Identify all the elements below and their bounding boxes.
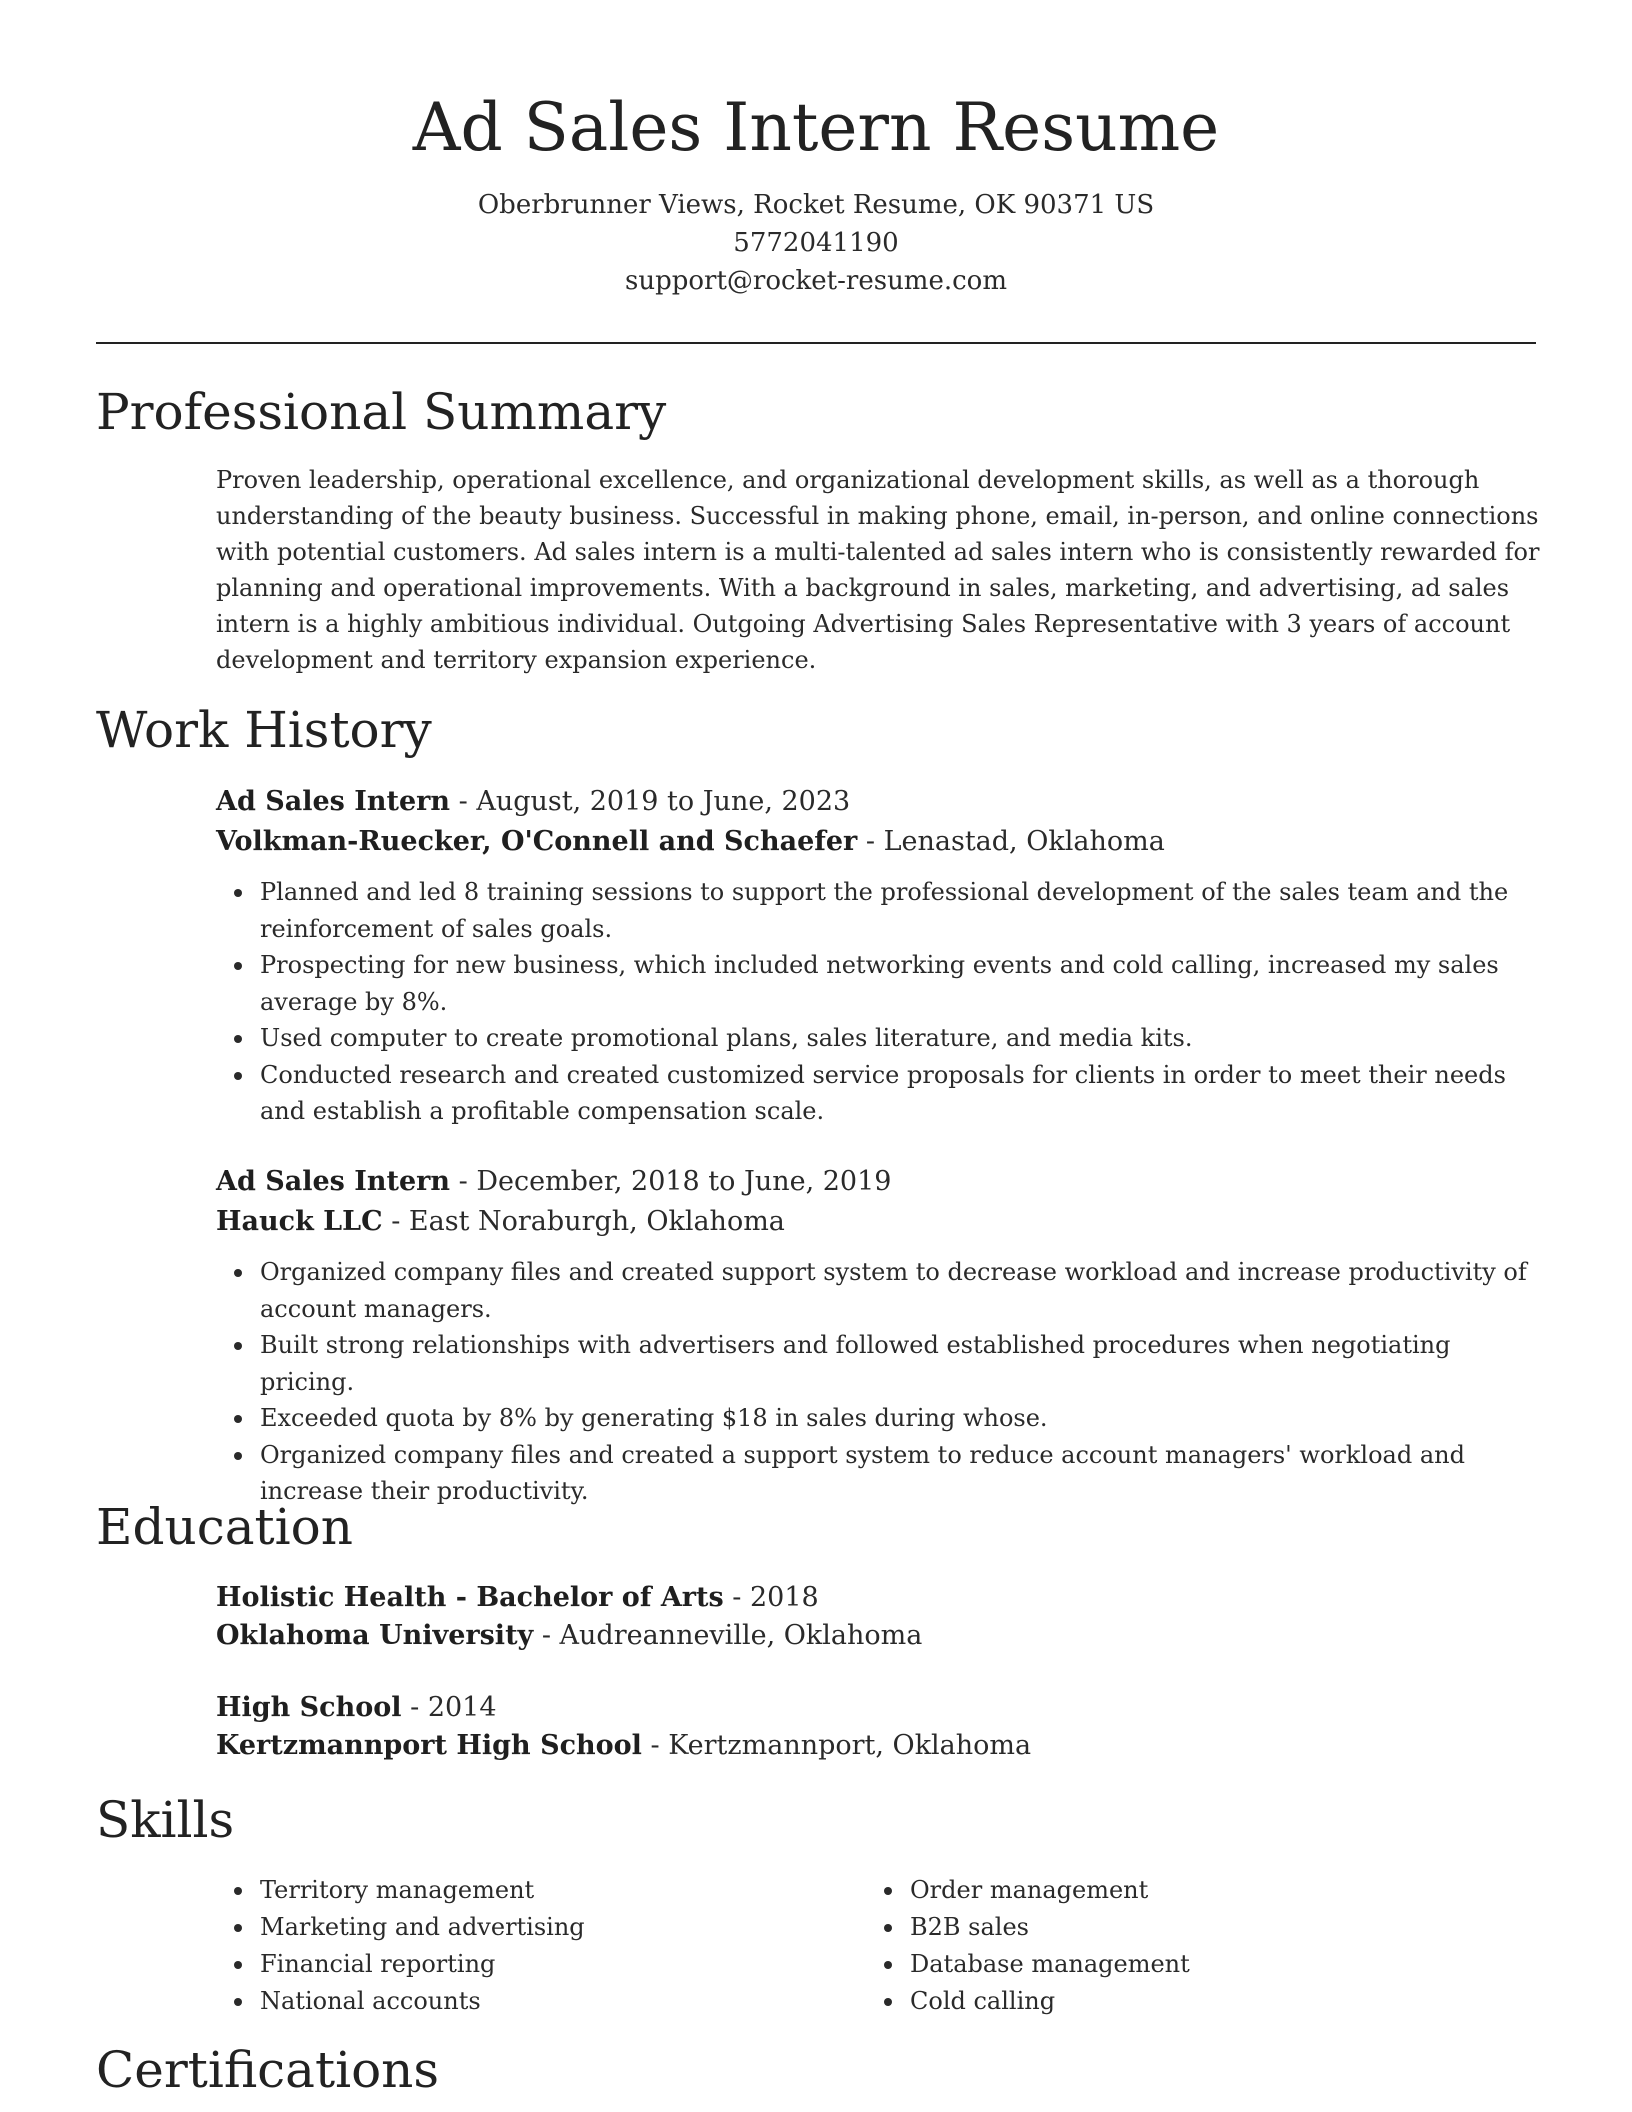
skill-item: Marketing and advertising bbox=[216, 1909, 816, 1946]
education-degree: Holistic Health - Bachelor of Arts bbox=[216, 1582, 724, 1613]
job-location: - Lenastad, Oklahoma bbox=[857, 826, 1165, 857]
education-year: - 2018 bbox=[723, 1582, 819, 1613]
resume-header bbox=[0, 82, 1632, 300]
contact-email: support@rocket-resume.com bbox=[624, 266, 1007, 296]
list-item: Used computer to create promotional plans, sales literature, and media kits. bbox=[260, 1020, 1546, 1057]
list-item: Planned and led 8 training sessions to support the professional development of the sales team and the reinforcement of sales goals. bbox=[260, 874, 1546, 947]
education-entry bbox=[216, 1579, 1546, 1655]
header-divider bbox=[96, 342, 1536, 344]
job-role: Ad Sales Intern bbox=[216, 1166, 451, 1197]
list-item: Built strong relationships with advertisers and followed established procedures when negotiating pricing. bbox=[260, 1327, 1546, 1400]
contact-address: Oberbrunner Views, Rocket Resume, OK 90371 US bbox=[477, 190, 1155, 220]
contact-phone: 5772041190 bbox=[733, 228, 899, 258]
job-bullets bbox=[216, 874, 1546, 1130]
education-year: - 2014 bbox=[401, 1692, 497, 1723]
education-school: Kertzmannport High School bbox=[216, 1730, 642, 1761]
skill-item: B2B sales bbox=[866, 1909, 1466, 1946]
education-degree-line bbox=[216, 1579, 1546, 1617]
job-dates: - August, 2019 to June, 2023 bbox=[450, 786, 851, 817]
job-title-line bbox=[216, 782, 1546, 822]
job-entry bbox=[216, 782, 1546, 1130]
list-item: Organized company files and created a support system to reduce account managers' workload and increase their productivity. bbox=[260, 1437, 1546, 1510]
skill-item: Order management bbox=[866, 1872, 1466, 1909]
resume-title: Ad Sales Intern Resume bbox=[412, 89, 1220, 166]
education-location: - Audreanneville, Oklahoma bbox=[533, 1620, 923, 1651]
skill-item: National accounts bbox=[216, 1983, 816, 2020]
skills-list-right bbox=[866, 1872, 1466, 2020]
list-item: Conducted research and created customized service proposals for clients in order to meet their needs and establish a profitable compensation scale. bbox=[260, 1057, 1546, 1130]
skill-item: Database management bbox=[866, 1946, 1466, 1983]
section-title-education: Education bbox=[96, 1498, 353, 1556]
education-school-line bbox=[216, 1727, 1546, 1765]
job-title-line bbox=[216, 1162, 1546, 1202]
education-school: Oklahoma University bbox=[216, 1620, 534, 1651]
contact-info bbox=[0, 186, 1632, 300]
education-location: - Kertzmannport, Oklahoma bbox=[641, 1730, 1032, 1761]
job-role: Ad Sales Intern bbox=[216, 786, 451, 817]
section-title-certifications: Certifications bbox=[96, 2041, 440, 2099]
job-entry bbox=[216, 1162, 1546, 1510]
skill-item: Cold calling bbox=[866, 1983, 1466, 2020]
skill-item: Territory management bbox=[216, 1872, 816, 1909]
job-company: Volkman-Ruecker, O'Connell and Schaefer bbox=[216, 826, 858, 857]
section-title-work-history: Work History bbox=[96, 701, 432, 759]
section-title-summary: Professional Summary bbox=[96, 383, 667, 441]
job-company-line bbox=[216, 822, 1546, 862]
education-entry bbox=[216, 1689, 1546, 1765]
list-item: Prospecting for new business, which included networking events and cold calling, increased my sales average by 8%. bbox=[260, 947, 1546, 1020]
skill-item: Financial reporting bbox=[216, 1946, 816, 1983]
education-school-line bbox=[216, 1617, 1546, 1655]
job-bullets bbox=[216, 1254, 1546, 1510]
education-degree-line bbox=[216, 1689, 1546, 1727]
list-item: Exceeded quota by 8% by generating $18 in sales during whose. bbox=[260, 1400, 1546, 1437]
education-degree: High School bbox=[216, 1692, 402, 1723]
list-item: Organized company files and created support system to decrease workload and increase productivity of account managers. bbox=[260, 1254, 1546, 1327]
job-company-line bbox=[216, 1202, 1546, 1242]
job-location: - East Noraburgh, Oklahoma bbox=[382, 1206, 785, 1237]
job-company: Hauck LLC bbox=[216, 1206, 383, 1237]
summary-text: Proven leadership, operational excellence, and organizational development skills, as well as a thorough understanding of the beauty business. Successful in making phone, email, in-person, and online connections with potential customers. Ad sales intern is a multi-talented ad sales intern who is consistently rewarded for planning and operational improvements. With a background in sales, marketing, and advertising, ad sales intern is a highly ambitious individual. Outgoing Advertising Sales Representative with 3 years of account development and territory expansion experience. bbox=[216, 466, 1540, 674]
skills-list-left bbox=[216, 1872, 816, 2020]
job-dates: - December, 2018 to June, 2019 bbox=[450, 1166, 892, 1197]
section-title-skills: Skills bbox=[96, 1791, 235, 1849]
